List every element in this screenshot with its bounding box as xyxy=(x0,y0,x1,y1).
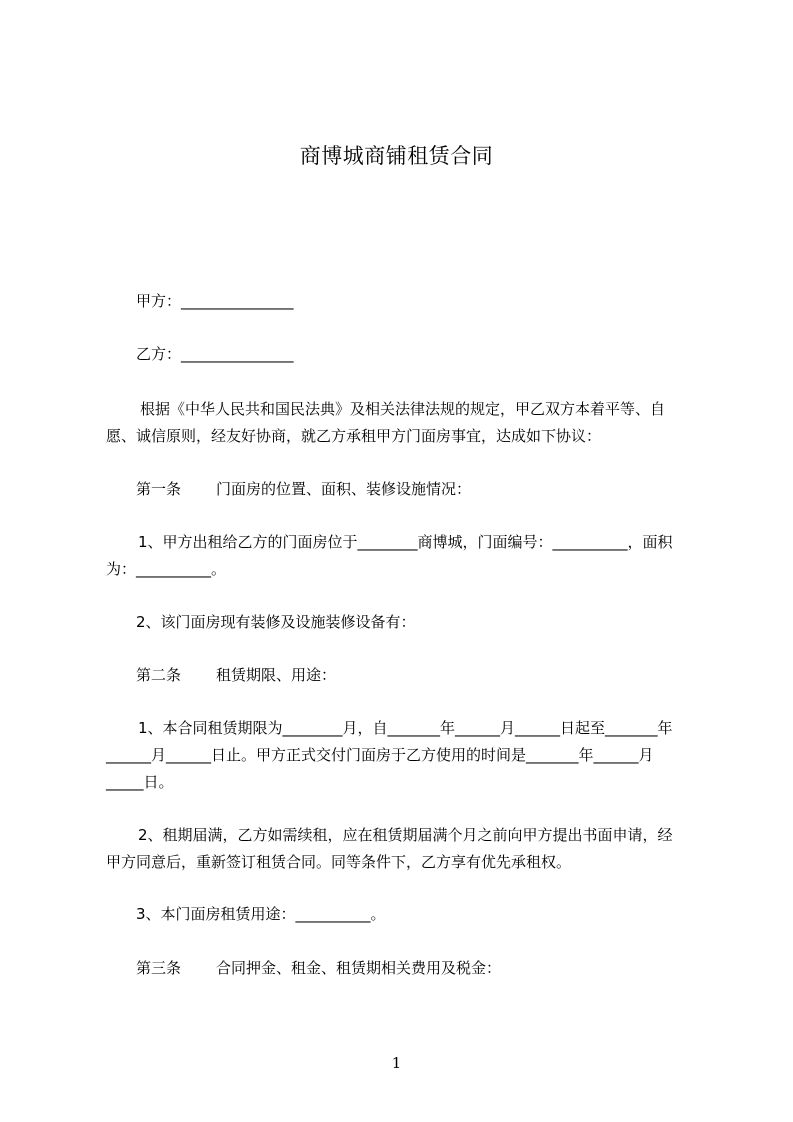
article-3-heading: 合同押金、租金、租赁期相关费用及税金： xyxy=(216,959,502,977)
article-2-item-2-line-2: 甲方同意后，重新签订租赁合同。同等条件下，乙方享有优先承租权。 xyxy=(106,853,572,871)
article-2-heading: 租赁期限、用途： xyxy=(216,666,337,684)
article-2-item-1-line-3: _____日。 xyxy=(106,773,174,791)
article-1-title xyxy=(136,478,736,500)
article-2-title xyxy=(136,664,736,686)
article-2-item-3: 3、本门面房租赁用途：__________。 xyxy=(136,905,386,923)
article-1-item-2: 2、该门面房现有装修及设施装修设备有： xyxy=(136,613,416,631)
article-3-number: 第三条 xyxy=(136,959,182,977)
document-title: 商博城商铺租赁合同 xyxy=(299,144,494,168)
party-a-line: 甲方：_______________ xyxy=(136,292,294,310)
article-3-title xyxy=(136,957,736,979)
party-b-line: 乙方：_______________ xyxy=(136,345,294,363)
preamble-line-2: 愿、诚信原则，经友好协商，就乙方承租甲方门面房事宜，达成如下协议： xyxy=(106,427,602,445)
article-2-number: 第二条 xyxy=(136,666,182,684)
article-1-item-1-line-1: 1、甲方出租给乙方的门面房位于________商博城，门面编号：__________，面积 xyxy=(138,533,673,551)
page-number: 1 xyxy=(391,1054,402,1072)
article-1-heading: 门面房的位置、面积、装修设施情况： xyxy=(216,480,472,498)
article-1-number: 第一条 xyxy=(136,480,182,498)
article-2-item-1-line-2: ______月______日止。甲方正式交付门面房于乙方使用的时间是_______年______月 xyxy=(106,746,654,764)
article-2-item-1-line-1: 1、本合同租赁期限为________月，自_______年______月______日起至_______年 xyxy=(138,719,673,737)
preamble-line-1: 根据《中华人民共和国民法典》及相关法律法规的规定，甲乙双方本着平等、自 xyxy=(140,400,666,418)
article-1-item-1-line-2: 为：__________。 xyxy=(106,560,227,578)
article-2-item-2-line-1: 2、租期届满，乙方如需续租，应在租赁期届满个月之前向甲方提出书面申请，经 xyxy=(138,826,673,844)
